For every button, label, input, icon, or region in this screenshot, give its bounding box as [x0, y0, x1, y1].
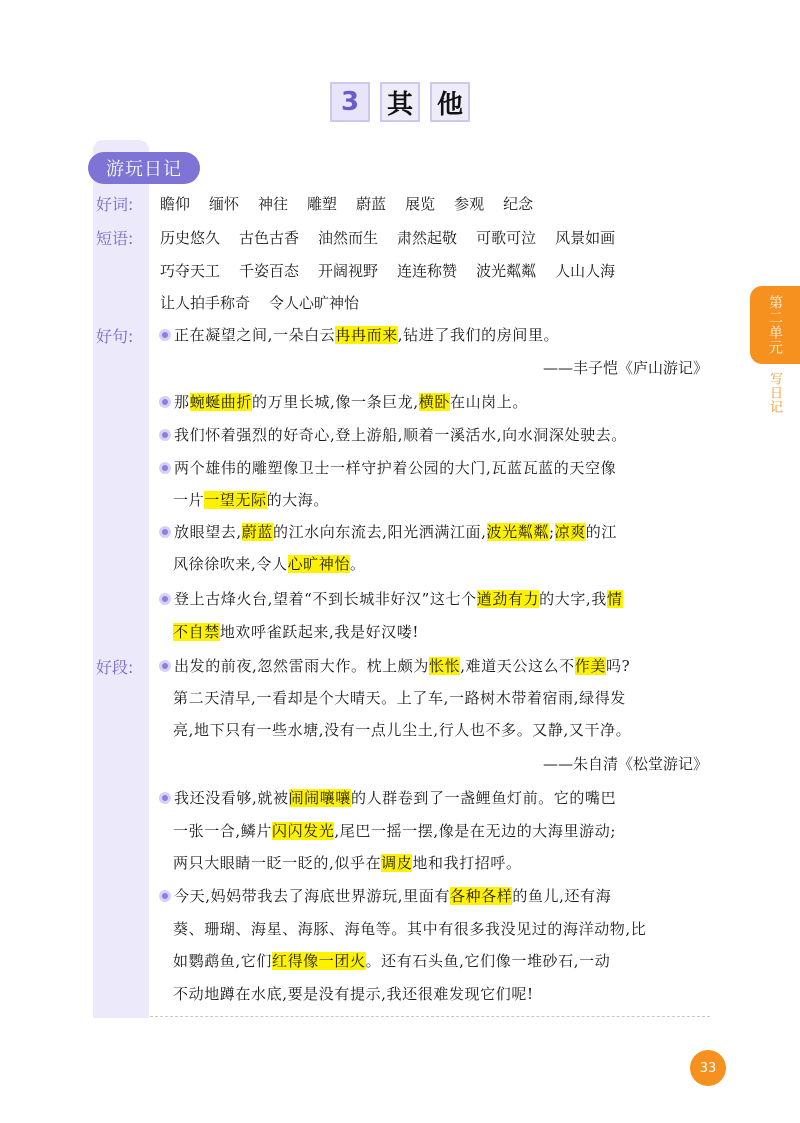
text: 地和我打招呼。	[412, 854, 522, 872]
phrase: 千姿百态	[239, 262, 300, 280]
text: 的万里长城,像一条巨龙,	[252, 393, 419, 411]
paragraph-2-line-3	[173, 852, 522, 873]
highlight: 横卧	[418, 393, 450, 411]
highlight: 怅怅	[428, 657, 461, 675]
bullet-icon	[159, 792, 171, 804]
words-row	[160, 193, 552, 214]
highlight: 波光粼粼	[486, 523, 549, 541]
bullet-icon	[159, 890, 171, 902]
phrase: 巧夺天工	[160, 262, 221, 280]
phrases-row-1	[160, 227, 634, 248]
phrase: 让人拍手称奇	[160, 294, 251, 312]
phrases-row-3	[160, 292, 378, 313]
highlight: 凉爽	[554, 523, 586, 541]
word: 蔚蓝	[356, 195, 387, 213]
label-words: 好词:	[96, 195, 134, 214]
word: 瞻仰	[160, 195, 191, 213]
highlight: 作美	[574, 657, 606, 675]
text: 那	[174, 393, 190, 411]
word: 纪念	[503, 195, 534, 213]
sentence-2	[159, 391, 528, 412]
bullet-icon	[159, 396, 171, 408]
paragraph-3-line-2: 葵、珊瑚、海星、海豚、海龟等。其中有很多我没见过的海洋动物,比	[173, 920, 647, 938]
text: 在山岗上。	[449, 393, 528, 411]
text: 一片	[173, 491, 205, 509]
phrase: 风景如画	[555, 229, 616, 247]
bullet-icon	[159, 462, 171, 474]
highlight: 遒劲有力	[476, 590, 540, 608]
phrase: 连连称赞	[397, 262, 458, 280]
page-number: 33	[690, 1050, 726, 1086]
lesson-title	[0, 82, 800, 122]
sentence-5	[159, 521, 617, 542]
text: 我们怀着强烈的好奇心,登上游船,顺着一溪活水,向水洞深处驶去。	[174, 426, 627, 444]
text: 风徐徐吹来,令人	[173, 555, 288, 573]
paragraph-3-line-4: 不动地蹲在水底,要是没有提示,我还很难发现它们呢!	[173, 985, 534, 1003]
text: 两只大眼睛一眨一眨的,似乎在	[173, 854, 382, 872]
title-char-2: 他	[430, 82, 470, 122]
highlight: 红得像一团火	[271, 952, 366, 970]
text: ,钻进了我们的房间里。	[397, 326, 560, 344]
highlight: 一望无际	[204, 491, 267, 509]
bullet-icon	[159, 660, 171, 672]
highlight: 调皮	[381, 854, 413, 872]
highlight: 闪闪发光	[271, 822, 335, 840]
sentence-1-source: ——丰子恺《庐山游记》	[542, 359, 708, 377]
text: ,尾巴一摇一摆,像是在无边的大海里游动;	[334, 822, 616, 840]
text: 放眼望去,	[174, 523, 242, 541]
text: 出发的前夜,忽然雷雨大作。枕上颇为	[174, 657, 429, 675]
bullet-icon	[159, 526, 171, 538]
text: 吗?	[605, 657, 631, 675]
sentence-1	[159, 324, 559, 345]
bullet-icon	[159, 329, 171, 341]
paragraph-1-line-3: 亮,地下只有一些水塘,没有一点儿尘土,行人也不多。又静,又干净。	[173, 721, 632, 739]
paragraph-1-line-2: 第二天清早,一看却是个大晴天。上了车,一路树木带着宿雨,绿得发	[173, 689, 626, 707]
phrases-row-2	[160, 260, 634, 281]
divider	[150, 1016, 710, 1017]
phrase: 人山人海	[555, 262, 616, 280]
phrase: 肃然起敬	[397, 229, 458, 247]
paragraph-3-line-3	[173, 950, 610, 971]
bullet-icon	[159, 593, 171, 605]
text: 我还没看够,就被	[174, 789, 289, 807]
word: 神往	[258, 195, 289, 213]
highlight: 各种各样	[449, 887, 513, 905]
word: 雕塑	[307, 195, 338, 213]
sentence-5-cont	[173, 553, 366, 574]
sentence-3	[159, 424, 627, 445]
paragraph-3	[159, 885, 611, 906]
text: 正在凝望之间,一朵白云	[174, 326, 336, 344]
label-phrases: 短语:	[96, 229, 134, 248]
highlight: 情	[606, 590, 623, 608]
highlight: 闹闹嚷嚷	[288, 789, 351, 807]
bullet-icon	[159, 429, 171, 441]
paragraph-2-line-2	[173, 820, 616, 841]
text: 登上古烽火台,望着“不到长城非好汉”这七个	[174, 590, 477, 608]
label-sentences: 好句:	[96, 327, 134, 346]
highlight: 蜿蜒曲折	[189, 393, 253, 411]
title-char-1: 其	[380, 82, 420, 122]
unit-topic: 写日记	[767, 372, 782, 414]
phrase: 令人心旷神怡	[269, 294, 360, 312]
highlight: 冉冉而来	[335, 326, 398, 344]
text: ,难道天公这么不	[460, 657, 575, 675]
sentence-6	[159, 588, 623, 609]
sentence-4-cont	[173, 489, 329, 510]
highlight: 蔚蓝	[241, 523, 273, 541]
text: 如鹦鹉鱼,它们	[173, 952, 272, 970]
label-column	[93, 140, 149, 1018]
phrase: 历史悠久	[160, 229, 221, 247]
text: 的人群卷到了一盏鲤鱼灯前。它的嘴巴	[350, 789, 617, 807]
paragraph-2	[159, 787, 616, 808]
text: 两个雄伟的雕塑像卫士一样守护着公园的大门,瓦蓝瓦蓝的天空像	[174, 459, 617, 477]
section-tag: 游玩日记	[88, 152, 200, 184]
highlight: 心旷神怡	[287, 555, 350, 573]
phrase: 古色古香	[239, 229, 300, 247]
paragraph-1	[159, 655, 630, 676]
text: 的江	[585, 523, 617, 541]
text: 一张一合,鳞片	[173, 822, 272, 840]
text: 。	[349, 555, 366, 573]
text: 的江水向东流去,阳光洒满江面,	[272, 523, 487, 541]
paragraph-1-source: ——朱自清《松堂游记》	[542, 755, 708, 773]
text: 地欢呼雀跃起来,我是好汉喽!	[219, 623, 420, 641]
label-paragraphs: 好段:	[96, 658, 134, 677]
phrase: 开阔视野	[318, 262, 379, 280]
phrase: 波光粼粼	[476, 262, 537, 280]
text: ;	[548, 523, 555, 541]
sentence-4	[159, 457, 616, 478]
unit-tab[interactable]: 第二单元	[750, 286, 800, 364]
phrase: 可歌可泣	[476, 229, 537, 247]
highlight: 不自禁	[173, 623, 220, 641]
word: 展览	[405, 195, 436, 213]
text: 今天,妈妈带我去了海底世界游玩,里面有	[174, 887, 450, 905]
text: 的大字,我	[539, 590, 607, 608]
text: 的鱼儿,还有海	[512, 887, 612, 905]
text: 的大海。	[266, 491, 330, 509]
lesson-number: 3	[330, 82, 370, 122]
word: 参观	[454, 195, 485, 213]
word: 缅怀	[209, 195, 240, 213]
phrase: 油然而生	[318, 229, 379, 247]
text: 。还有石头鱼,它们像一堆砂石,一动	[365, 952, 611, 970]
sentence-6-cont	[173, 621, 419, 642]
